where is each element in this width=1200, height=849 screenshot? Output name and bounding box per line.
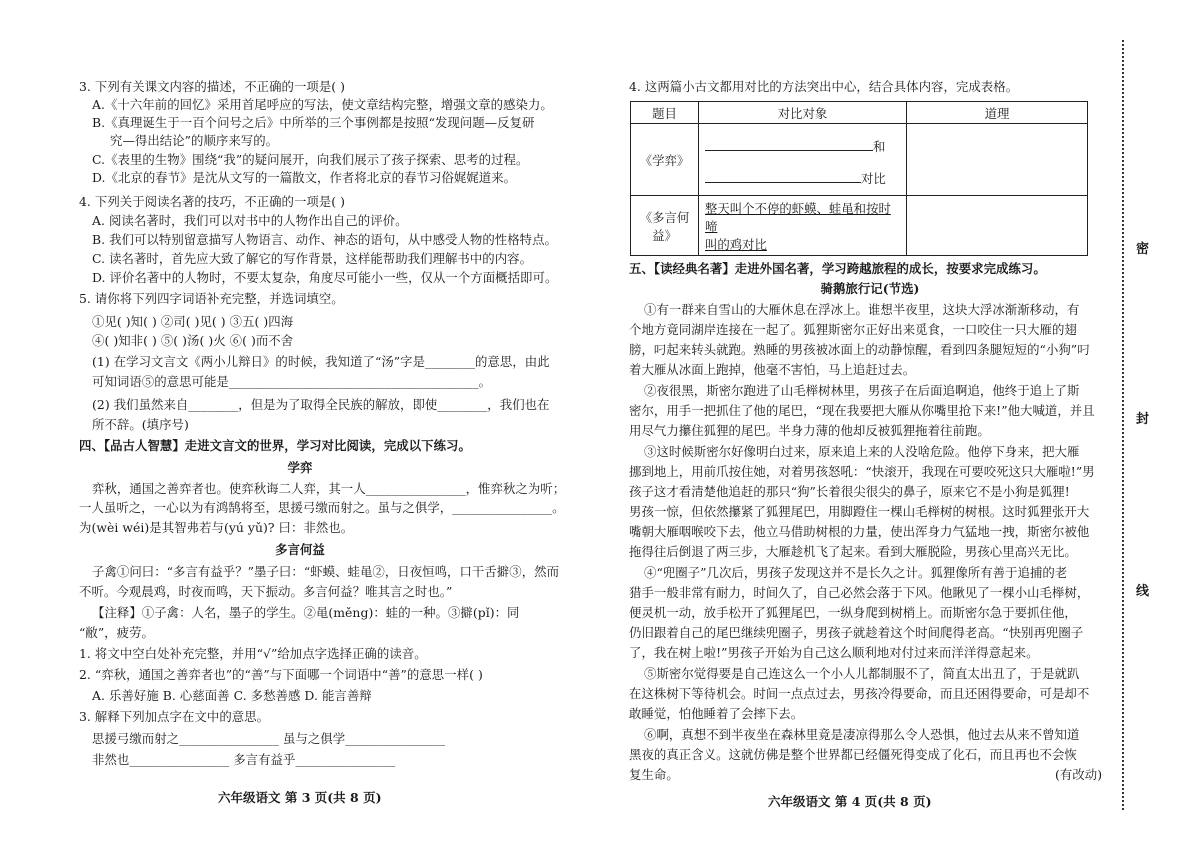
para1-line2: 个地方竟同湖岸连接在一起了。狐狸斯密尔正好出来觅食，一口咬住一只大雁的翅 (629, 322, 1077, 337)
q3-option-d: D.《北京的春节》是沈从文写的一篇散文，作者将北京的春节习俗娓娓道来。 (92, 170, 517, 185)
q4-option-a: A. 阅读名著时，我们可以对书中的人物作出自己的评价。 (92, 213, 408, 228)
para3-line1: ③这时候斯密尔好像明白过来，原来追上来的人没啥危险。他停下身来，把大雁 (644, 444, 1080, 459)
para3-line5: 嘴朝大雁咽喉咬下去，他立马借助树根的力量，使出浑身力气猛地一拽，斯密尔被他 (629, 524, 1090, 539)
section-4-heading: 四、【品古人智慧】走进文言文的世界，学习对比阅读，完成以下练习。 (79, 438, 471, 453)
q5-sub2-cont: 所不辞。(填序号) (92, 417, 189, 432)
para3-line3: 孩子这才看清楚他追赶的那只“狗”长着很尖很尖的鼻子，原来它不是小狗是狐狸! (629, 484, 1070, 499)
q4-option-b: B. 我们可以特别留意描写人物语言、动作、神态的语句，从中感受人物的性格特点。 (92, 232, 557, 247)
row1-compare-line1[interactable] (705, 137, 900, 155)
row2-title: 《多言何益》 (631, 196, 699, 256)
para4-line5: 了，我在树上啦!”男孩子开始为自己这么顺利地对付过来而洋洋得意起来。 (629, 645, 1039, 660)
question-4: 4. 下列关于阅读名著的技巧，不正确的一项是( ) (79, 194, 346, 209)
header-compare: 对比对象 (699, 102, 907, 124)
passage-title-duoyan: 多言何益 (275, 542, 325, 557)
para6-line1: ⑥啊，真想不到半夜坐在森林里竟是凄凉得那么令人恐惧，他过去从来不曾知道 (644, 727, 1080, 742)
section-5-heading: 五、【读经典名著】走进外国名著，学习跨越旅程的成长，按要求完成练习。 (629, 261, 1046, 276)
notes-line2: “敝”，疲劳。 (79, 625, 154, 640)
q5-words-row1: ①见( )知( ) ②司( )见( ) ③五( )四海 (92, 314, 294, 329)
passage-title-xueyi: 学弈 (287, 460, 313, 475)
q3-option-c: C.《表里的生物》围绕“我”的疑问展开，向我们展示了孩子探索、思考的过程。 (92, 152, 529, 167)
row1-compare-line2[interactable] (705, 169, 900, 187)
row1-reason-cell[interactable] (907, 124, 1088, 196)
q5-words-row2: ④( )知非( ) ⑤( )汤( )火 ⑥( )而不舍 (92, 333, 294, 348)
para3-line6: 拖得往后倒退了两三步，大雁趁机飞了起来。看到大雁脱险，男孩心里高兴无比。 (629, 544, 1077, 559)
row2-compare-cell (699, 196, 907, 256)
binding-dotted-line (1122, 40, 1124, 810)
sub-question-1: 1. 将文中空白处补充完整，并用“√”给加点字选择正确的读音。 (79, 646, 427, 661)
left-page-footer: 六年级语文 第 3 页(共 8 页) (218, 790, 382, 805)
para2-line3: 用尽气力攥住狐狸的尾巴。半身力薄的他却反被狐狸拖着往前跑。 (629, 423, 990, 438)
q3-option-a: A.《十六年前的回忆》采用首尾呼应的写法，使文章结构完整，增强文章的感染力。 (92, 97, 553, 112)
xueyi-line1: 弈秋，通国之善弈者也。使弈秋诲二人弈，其一人________________，惟弈秋之为听； (92, 481, 566, 496)
right-page (600, 0, 1200, 849)
duoyan-line1: 子禽①问曰：“多言有益乎？”墨子曰：“虾蟆、蛙黾②，日夜恒鸣，口干舌擗③，然而 (92, 564, 560, 579)
para1-line4: 着大雁从冰面上跑掉，他毫不害怕，马上追赶过去。 (629, 362, 916, 377)
table-header-row (631, 102, 1088, 124)
para2-line1: ②夜很黑，斯密尔跑进了山毛榉树林里，男孩子在后面追啊追，他终于追上了斯 (644, 383, 1080, 398)
table-row-xueyi (631, 124, 1088, 196)
right-question-4: 4. 这两篇小古文都用对比的方法突出中心，结合具体内容，完成表格。 (629, 79, 1019, 94)
row1-compare-cell (699, 124, 907, 196)
sub-q2-options: A. 乐善好施 B. 心慈面善 C. 多愁善感 D. 能言善辩 (92, 688, 372, 703)
header-reason: 道理 (907, 102, 1088, 124)
question-3: 3. 下列有关课文内容的描述，不正确的一项是( ) (79, 79, 346, 94)
para4-line3: 便灵机一动，放手松开了狐狸尾巴，一纵身爬到树梢上。而斯密尔急于要抓住他， (629, 605, 1077, 620)
row1-contrast: 对比 (861, 170, 886, 186)
para4-line2: 猎手一般非常有耐力，时间久了，自己必然会落于下风。他瞅见了一棵小山毛榉树， (629, 585, 1090, 600)
row2-reason-cell[interactable] (907, 196, 1088, 256)
adapted-note: (有改动) (1055, 767, 1103, 782)
row1-title: 《学弈》 (631, 124, 699, 196)
sub-q3-row2: 非然也________________ 多言有益乎________________ (92, 752, 396, 767)
para5-line2: 在这株树下等待机会。时间一点点过去，男孩冷得要命，而且还困得要命，可是却不 (629, 686, 1090, 701)
para3-line4: 男孩一惊，但依然攥紧了狐狸尾巴，用脚蹬住一棵山毛榉树的树根。这时狐狸张开大 (629, 504, 1090, 519)
para1-line3: 膀，叼起来转头就跑。熟睡的男孩被冰面上的动静惊醒，看到四条腿短短的“小狗”叼 (629, 342, 1090, 357)
xueyi-line2: 一人虽听之，一心以为有鸿鹄将至，思援弓缴而射之。虽与之俱学，________________。 (79, 500, 565, 515)
q3-option-b-cont: 究—得出结论”的顺序来写的。 (110, 133, 279, 148)
para5-line3: 敢睡觉，怕他睡着了会摔下去。 (629, 706, 804, 721)
row2-compare-line2: 叫的鸡对比 (705, 236, 767, 252)
para3-line2: 挪到地上，用前爪按住她，对着男孩怒吼：“快滚开，我现在可要咬死这只大雁啦!”男 (629, 464, 1095, 479)
row1-and: 和 (873, 138, 886, 154)
q3-option-b: B.《真理诞生于一百个问号之后》中所举的三个事例都是按照“发现问题—反复研 (92, 115, 535, 130)
q5-sub1: (1) 在学习文言文《两小儿辩日》的时候，我知道了“汤”字是________的意思，由此 (92, 354, 550, 369)
para2-line2: 密尔，用手一把抓住了他的尾巴，“现在我要把大雁从你嘴里抢下来!”他大喊道，并且 (629, 403, 1095, 418)
q4-option-c: C. 读名著时，首先应大致了解它的写作背景，这样能帮助我们理解书中的内容。 (92, 251, 533, 266)
para4-line1: ④“兜圈子”几次后，男孩子发现这并不是长久之计。狐狸像所有善于追捕的老 (644, 565, 1068, 580)
para5-line1: ⑤斯密尔觉得要是自己连这么一个小人儿都制服不了，简直太出丑了，于是就趴 (644, 666, 1080, 681)
para6-line2: 黑夜的真正含义。这就仿佛是整个世界都已经僵死得变成了化石，而且再也不会恢 (629, 747, 1077, 762)
sub-q3-row1: 思援弓缴而射之________________ 虽与之俱学________________ (92, 731, 446, 746)
binding-mark-feng: 封 (1136, 408, 1149, 427)
sub-question-2: 2. “弈秋，通国之善弈者也”的“善”与下面哪一个词语中“善”的意思一样( ) (79, 667, 483, 682)
row2-compare-line1: 整天叫个不停的虾蟆、蛙黾和按时啼 (705, 200, 891, 234)
table-row-duoyan (631, 196, 1088, 256)
q4-option-d: D. 评价名著中的人物时，不要太复杂，角度尽可能小一些，仅从一个方面概括即可。 (92, 270, 558, 285)
binding-mark-xian: 线 (1136, 580, 1149, 599)
header-title: 题目 (631, 102, 699, 124)
xueyi-line3: 为(wèi wéi)是其智弗若与(yú yǔ)? 曰：非然也。 (79, 520, 354, 535)
binding-mark-mi: 密 (1136, 238, 1149, 257)
passage-title-nils: 骑鹅旅行记(节选) (820, 281, 920, 296)
duoyan-line2: 不听。今观晨鸡，时夜而鸣，天下振动。多言何益？唯其言之时也。” (79, 584, 453, 599)
question-5: 5. 请你将下列四字词语补充完整，并选词填空。 (79, 291, 344, 306)
notes-line1: 【注释】①子禽：人名，墨子的学生。②黾(měng)：蛙的一种。③擗(pǐ)：同 (92, 605, 520, 620)
para1-line1: ①有一群来自雪山的大雁休息在浮冰上。谁想半夜里，这块大浮冰渐渐移动，有 (644, 302, 1080, 317)
q5-sub1-cont: 可知词语⑤的意思可能是________________________________________。 (92, 374, 492, 389)
q5-sub2: (2) 我们虽然来自________，但是为了取得全民族的解放，即使________，我们也在 (92, 397, 550, 412)
para6-line3: 复生命。 (629, 767, 679, 782)
right-page-footer: 六年级语文 第 4 页(共 8 页) (768, 794, 932, 809)
para4-line4: 仍旧跟着自己的尾巴继续兜圈子，男孩子就趁着这个时间爬得老高。“快别再兜圈子 (629, 625, 1084, 640)
comparison-table (630, 101, 1088, 256)
sub-question-3: 3. 解释下列加点字在文中的意思。 (79, 709, 270, 724)
